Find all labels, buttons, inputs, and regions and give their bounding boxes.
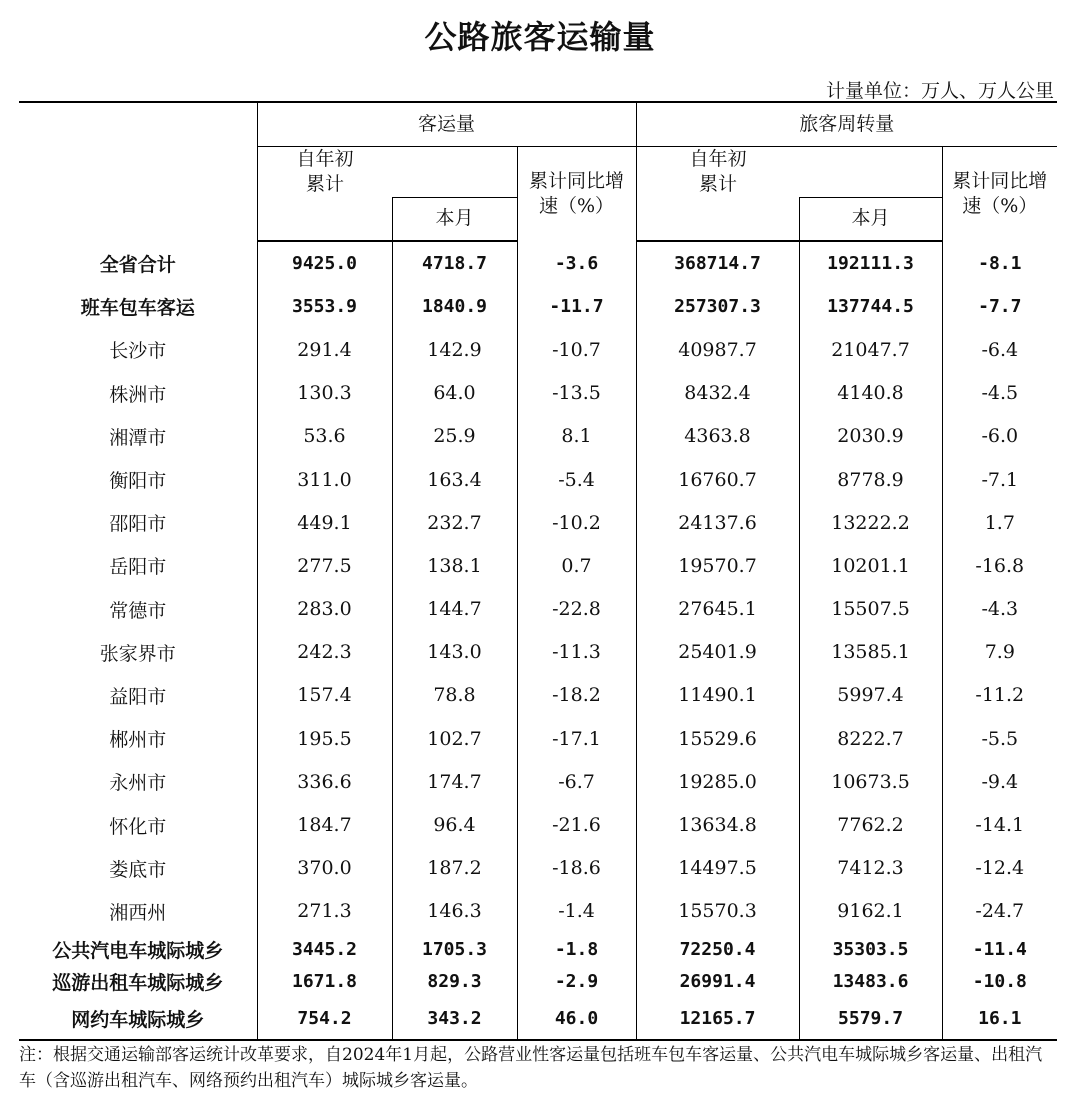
row-name: 郴州市 bbox=[109, 729, 167, 752]
cell-v2: 64.0 bbox=[392, 372, 517, 415]
cell-t3: -9.4 bbox=[942, 760, 1057, 803]
cell-v1: 271.3 bbox=[257, 890, 392, 933]
cell-v2: 232.7 bbox=[392, 501, 517, 544]
cell-t3: -12.4 bbox=[942, 847, 1057, 890]
cell-t2: 192111.3 bbox=[799, 241, 942, 285]
cell-v3: -1.8 bbox=[517, 933, 636, 965]
cell-v1: 157.4 bbox=[257, 674, 392, 717]
row-name: 岳阳市 bbox=[109, 556, 167, 579]
table-row bbox=[19, 415, 1057, 458]
cell-t3: -6.0 bbox=[942, 415, 1057, 458]
cell-t3: -16.8 bbox=[942, 544, 1057, 587]
cell-v3: -18.6 bbox=[517, 847, 636, 890]
cell-v3: -18.2 bbox=[517, 674, 636, 717]
cell-t2: 2030.9 bbox=[799, 415, 942, 458]
cell-t3: -5.5 bbox=[942, 717, 1057, 760]
table-row bbox=[19, 965, 1057, 997]
cell-v1: 277.5 bbox=[257, 544, 392, 587]
cell-t1: 257307.3 bbox=[636, 285, 799, 328]
cell-t3: -4.5 bbox=[942, 372, 1057, 415]
cell-t3: -11.4 bbox=[942, 933, 1057, 965]
cell-t3: -7.1 bbox=[942, 458, 1057, 501]
cell-t3: 7.9 bbox=[942, 631, 1057, 674]
cell-t1: 4363.8 bbox=[636, 415, 799, 458]
cell-t1: 19570.7 bbox=[636, 544, 799, 587]
cell-v1: 291.4 bbox=[257, 328, 392, 371]
cell-v1: 311.0 bbox=[257, 458, 392, 501]
cell-v2: 4718.7 bbox=[392, 241, 517, 285]
header-turnover-ytd bbox=[636, 146, 942, 197]
cell-t2: 7412.3 bbox=[799, 847, 942, 890]
row-name: 长沙市 bbox=[109, 340, 167, 363]
table-row bbox=[19, 847, 1057, 890]
cell-v1: 283.0 bbox=[257, 588, 392, 631]
footnote: 注：根据交通运输部客运统计改革要求，自2024年1月起，公路营业性客运量包括班车包车客运量、公共汽电车城际城乡客运量、出租汽车（含巡游出租汽车、网络预约出租汽车）城际城乡客运量。 bbox=[19, 1045, 1043, 1091]
header-volume-ytd-label: 自年初累计 bbox=[296, 147, 354, 195]
cell-t2: 13483.6 bbox=[799, 965, 942, 997]
row-name: 全省合计 bbox=[99, 253, 176, 276]
cell-v2: 1705.3 bbox=[392, 933, 517, 965]
header-passenger-volume: 客运量 bbox=[257, 102, 636, 146]
cell-t2: 5579.7 bbox=[799, 997, 942, 1040]
cell-t1: 11490.1 bbox=[636, 674, 799, 717]
table-row bbox=[19, 674, 1057, 717]
cell-v3: 8.1 bbox=[517, 415, 636, 458]
cell-t2: 35303.5 bbox=[799, 933, 942, 965]
header-volume-month: 本月 bbox=[392, 197, 517, 241]
cell-v3: -10.2 bbox=[517, 501, 636, 544]
header-turnover-month: 本月 bbox=[799, 197, 942, 241]
cell-t2: 5997.4 bbox=[799, 674, 942, 717]
cell-t2: 137744.5 bbox=[799, 285, 942, 328]
header-region bbox=[19, 102, 257, 241]
cell-v2: 143.0 bbox=[392, 631, 517, 674]
cell-t1: 12165.7 bbox=[636, 997, 799, 1040]
cell-v3: -1.4 bbox=[517, 890, 636, 933]
cell-v2: 25.9 bbox=[392, 415, 517, 458]
cell-v3: 0.7 bbox=[517, 544, 636, 587]
cell-v3: -22.8 bbox=[517, 588, 636, 631]
cell-v1: 336.6 bbox=[257, 760, 392, 803]
header-passenger-turnover: 旅客周转量 bbox=[636, 102, 1057, 146]
page-title: 公路旅客运输量 bbox=[424, 18, 656, 56]
cell-v2: 1840.9 bbox=[392, 285, 517, 328]
header-volume-growth-label: 累计同比增速（%） bbox=[529, 169, 625, 217]
cell-v2: 144.7 bbox=[392, 588, 517, 631]
cell-t3: -7.7 bbox=[942, 285, 1057, 328]
table-row bbox=[19, 997, 1057, 1040]
cell-v3: -6.7 bbox=[517, 760, 636, 803]
cell-t3: -14.1 bbox=[942, 803, 1057, 846]
cell-v2: 343.2 bbox=[392, 997, 517, 1040]
row-name: 湘西州 bbox=[109, 901, 167, 924]
header-turnover-growth-label: 累计同比增速（%） bbox=[952, 169, 1048, 217]
cell-v1: 3553.9 bbox=[257, 285, 392, 328]
cell-v2: 102.7 bbox=[392, 717, 517, 760]
cell-t2: 21047.7 bbox=[799, 328, 942, 371]
cell-v2: 138.1 bbox=[392, 544, 517, 587]
table-row bbox=[19, 717, 1057, 760]
cell-v1: 9425.0 bbox=[257, 241, 392, 285]
cell-t1: 24137.6 bbox=[636, 501, 799, 544]
cell-t1: 14497.5 bbox=[636, 847, 799, 890]
row-name: 班车包车客运 bbox=[80, 297, 195, 320]
table-row bbox=[19, 933, 1057, 965]
cell-v2: 829.3 bbox=[392, 965, 517, 997]
row-name: 娄底市 bbox=[109, 858, 167, 881]
cell-t3: -11.2 bbox=[942, 674, 1057, 717]
row-name: 衡阳市 bbox=[109, 470, 167, 493]
cell-t1: 27645.1 bbox=[636, 588, 799, 631]
header-turnover-growth bbox=[942, 146, 1057, 241]
cell-v1: 184.7 bbox=[257, 803, 392, 846]
cell-t2: 15507.5 bbox=[799, 588, 942, 631]
cell-t2: 7762.2 bbox=[799, 803, 942, 846]
table-row bbox=[19, 803, 1057, 846]
cell-t1: 15570.3 bbox=[636, 890, 799, 933]
cell-t2: 10201.1 bbox=[799, 544, 942, 587]
cell-t1: 40987.7 bbox=[636, 328, 799, 371]
table-row bbox=[19, 890, 1057, 933]
cell-v3: -10.7 bbox=[517, 328, 636, 371]
row-name: 怀化市 bbox=[109, 815, 167, 838]
row-name: 网约车城际城乡 bbox=[19, 997, 257, 1040]
cell-t1: 13634.8 bbox=[636, 803, 799, 846]
cell-t1: 26991.4 bbox=[636, 965, 799, 997]
row-name: 常德市 bbox=[109, 599, 167, 622]
cell-t3: 16.1 bbox=[942, 997, 1057, 1040]
cell-t3: -8.1 bbox=[942, 241, 1057, 285]
cell-v3: -21.6 bbox=[517, 803, 636, 846]
cell-t1: 15529.6 bbox=[636, 717, 799, 760]
header-turnover-ytd-label: 自年初累计 bbox=[689, 147, 747, 195]
table-row bbox=[19, 544, 1057, 587]
cell-v1: 1671.8 bbox=[257, 965, 392, 997]
header-volume-ytd-spacer bbox=[257, 197, 392, 241]
table-row bbox=[19, 458, 1057, 501]
cell-t3: -10.8 bbox=[942, 965, 1057, 997]
table-row bbox=[19, 241, 1057, 285]
cell-v1: 370.0 bbox=[257, 847, 392, 890]
cell-v2: 146.3 bbox=[392, 890, 517, 933]
cell-v1: 449.1 bbox=[257, 501, 392, 544]
cell-t3: -6.4 bbox=[942, 328, 1057, 371]
table-row bbox=[19, 285, 1057, 328]
header-turnover-ytd-spacer bbox=[636, 197, 799, 241]
row-name: 株洲市 bbox=[109, 383, 167, 406]
cell-t1: 368714.7 bbox=[636, 241, 799, 285]
cell-t1: 25401.9 bbox=[636, 631, 799, 674]
cell-t2: 4140.8 bbox=[799, 372, 942, 415]
cell-t1: 72250.4 bbox=[636, 933, 799, 965]
row-name: 邵阳市 bbox=[109, 513, 167, 536]
cell-v3: -17.1 bbox=[517, 717, 636, 760]
cell-v3: -2.9 bbox=[517, 965, 636, 997]
cell-v2: 96.4 bbox=[392, 803, 517, 846]
cell-v1: 53.6 bbox=[257, 415, 392, 458]
cell-t2: 13585.1 bbox=[799, 631, 942, 674]
cell-v3: -5.4 bbox=[517, 458, 636, 501]
cell-v3: -11.3 bbox=[517, 631, 636, 674]
table-row bbox=[19, 501, 1057, 544]
cell-t1: 16760.7 bbox=[636, 458, 799, 501]
cell-v1: 754.2 bbox=[257, 997, 392, 1040]
cell-v3: 46.0 bbox=[517, 997, 636, 1040]
cell-t3: -4.3 bbox=[942, 588, 1057, 631]
cell-v2: 163.4 bbox=[392, 458, 517, 501]
row-name: 张家界市 bbox=[99, 642, 176, 665]
cell-t1: 19285.0 bbox=[636, 760, 799, 803]
table-row bbox=[19, 328, 1057, 371]
cell-v1: 3445.2 bbox=[257, 933, 392, 965]
cell-t2: 9162.1 bbox=[799, 890, 942, 933]
cell-v2: 187.2 bbox=[392, 847, 517, 890]
cell-v3: -3.6 bbox=[517, 241, 636, 285]
cell-t2: 13222.2 bbox=[799, 501, 942, 544]
header-volume-ytd bbox=[257, 146, 517, 197]
row-name: 湘潭市 bbox=[109, 426, 167, 449]
cell-v2: 142.9 bbox=[392, 328, 517, 371]
cell-v1: 195.5 bbox=[257, 717, 392, 760]
cell-v1: 130.3 bbox=[257, 372, 392, 415]
cell-v3: -11.7 bbox=[517, 285, 636, 328]
cell-t3: -24.7 bbox=[942, 890, 1057, 933]
cell-v3: -13.5 bbox=[517, 372, 636, 415]
cell-v2: 78.8 bbox=[392, 674, 517, 717]
cell-t2: 8778.9 bbox=[799, 458, 942, 501]
cell-t1: 8432.4 bbox=[636, 372, 799, 415]
table-row bbox=[19, 588, 1057, 631]
cell-v1: 242.3 bbox=[257, 631, 392, 674]
cell-t2: 10673.5 bbox=[799, 760, 942, 803]
unit-label: 计量单位：万人、万人公里 bbox=[825, 80, 1054, 102]
row-name: 益阳市 bbox=[109, 685, 167, 708]
cell-t2: 8222.7 bbox=[799, 717, 942, 760]
table-row bbox=[19, 631, 1057, 674]
row-name: 巡游出租车城际城乡 bbox=[52, 971, 224, 994]
cell-v2: 174.7 bbox=[392, 760, 517, 803]
table-row bbox=[19, 372, 1057, 415]
table-body bbox=[19, 241, 1057, 1040]
row-name: 公共汽电车城际城乡 bbox=[52, 939, 224, 962]
row-name: 永州市 bbox=[109, 772, 167, 795]
cell-t3: 1.7 bbox=[942, 501, 1057, 544]
passenger-transport-table bbox=[19, 101, 1057, 1041]
table-row bbox=[19, 760, 1057, 803]
header-volume-growth bbox=[517, 146, 636, 241]
